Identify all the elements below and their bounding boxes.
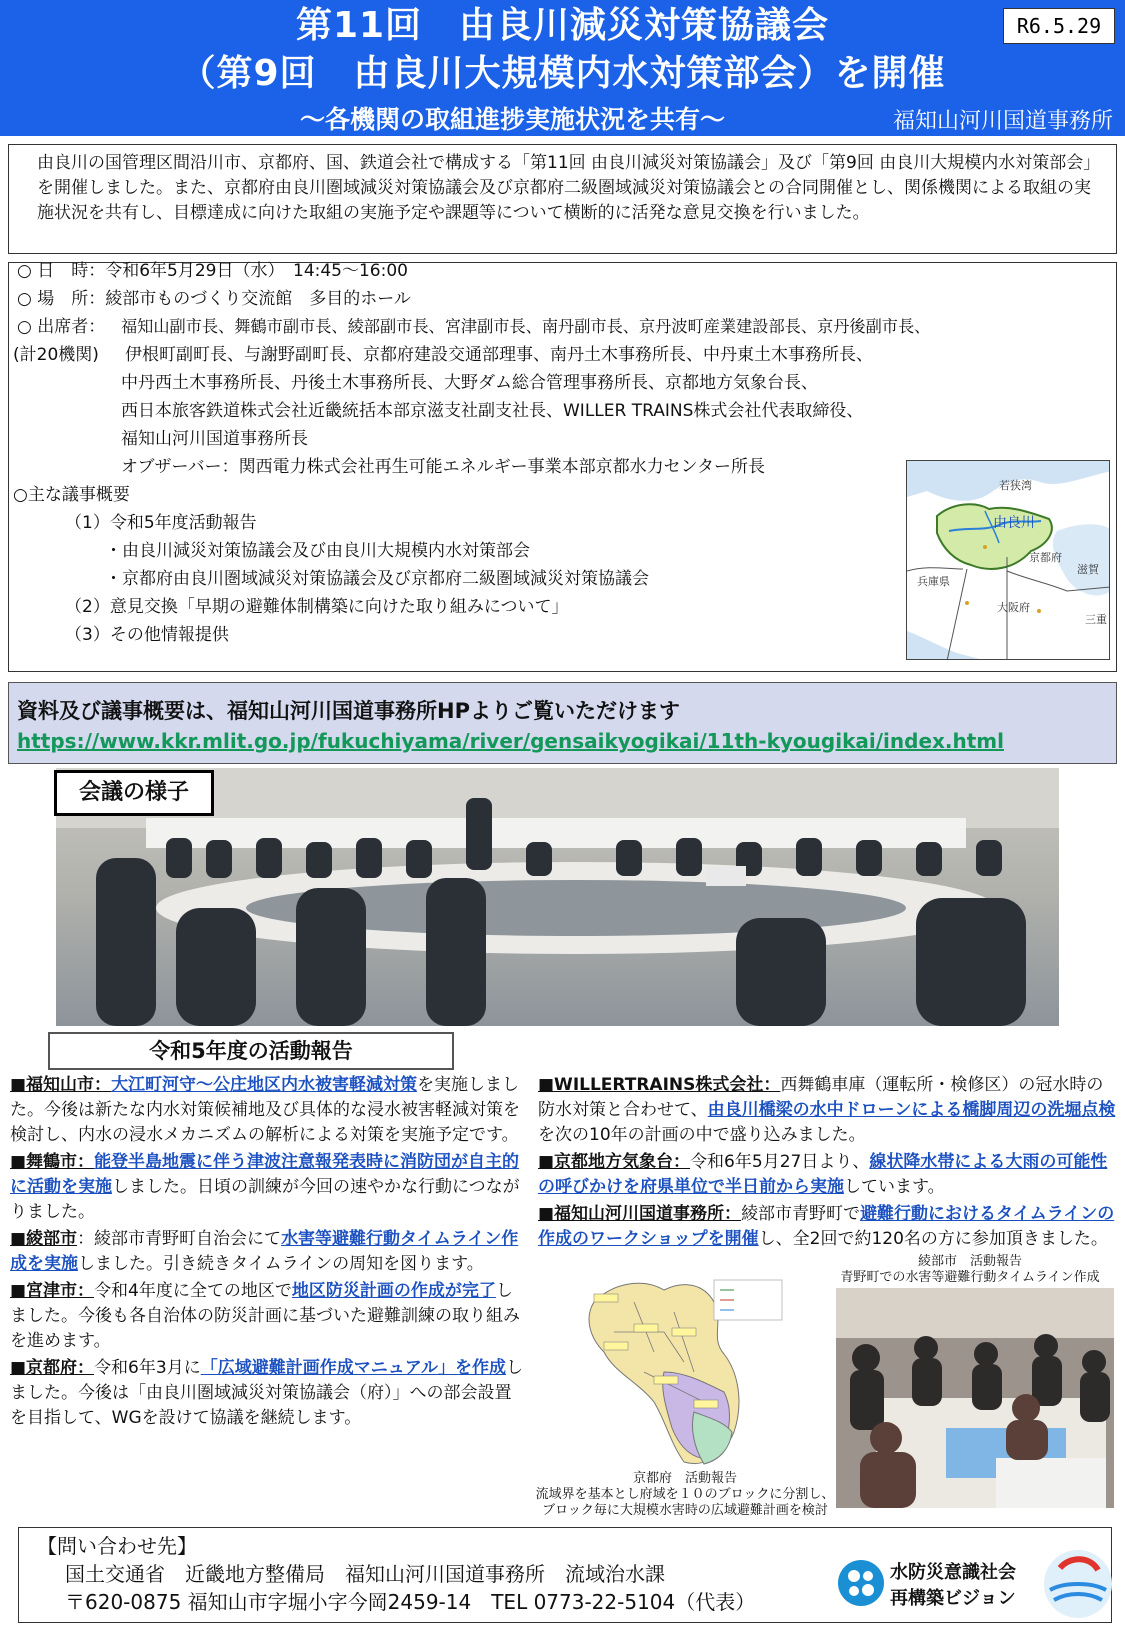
map-label-wakasa: 若狭湾 [999, 479, 1032, 492]
report-text: を次の10年の計画の中で盛り込みました。 [538, 1125, 866, 1145]
attendees-line4: 西日本旅客鉄道株式会社近畿統括本部京滋支社副支社長、WILLER TRAINS株式会社代表取締役、 [121, 401, 864, 421]
report-org: ■京都地方気象台： [538, 1152, 691, 1172]
kyoto-block-map [574, 1272, 790, 1470]
report-text: し、全2回で約120名の方に参加頂きました。 [758, 1229, 1108, 1249]
report-org: ■宮津市： [10, 1281, 95, 1301]
report-highlight: 線状降水帯による大雨の可能性の呼びかけを府県単位で半日前から実施 [538, 1152, 1108, 1197]
report-highlight: 地区防災計画の作成が完了 [291, 1281, 496, 1301]
hp-url-link[interactable]: https://www.kkr.mlit.go.jp/fukuchiyama/river/gensaikyogikai/11th-kyougikai/index.html [17, 729, 1005, 753]
intro-text: 由良川の国管理区間沿川市、京都府、国、鉄道会社で構成する「第11回 由良川減災対策協議会」及び「第9回 由良川大規模内水対策部会」を開催しました。また、京都府由良川圏域減災対策協議会及び京都府二級圏域減災対策協議会との合同開催とし、関係機関による取組の実施状況を共有し、目標達成に向けた取組の実施予定や課題等について横断的に活発な意見交換を行いました。 [8, 144, 1117, 254]
page-title-line1: 第11回 由良川減災対策協議会 [295, 5, 830, 46]
block-map-graphic [574, 1272, 790, 1470]
report-pre: 令和4年度に全ての地区で [94, 1281, 292, 1301]
caption-line: 綾部市 活動報告 [917, 1254, 1022, 1269]
attendees-line5: 福知山河川国道事務所長 [121, 429, 308, 449]
workshop-photo-caption [820, 1254, 1120, 1286]
caption-line: ブロック毎に大規模水害時の広域避難計画を検討 [542, 1503, 828, 1518]
attendees-line1: 福知山副市長、舞鶴市副市長、綾部副市長、宮津副市長、南丹副市長、京丹波町産業建設部長、京丹後副市長、 [121, 317, 931, 336]
report-willer [538, 1073, 1118, 1148]
workshop-photo [836, 1288, 1114, 1508]
agenda-item-1b: ・京都府由良川圏域減災対策協議会及び京都府二級圏域減災対策協議会 [105, 569, 649, 589]
report-text: を実施しました。今後は新たな内水対策候補地及び具体的な浸水被害軽減対策を検討し、内水の浸水メカニズムの解析による対策を実施予定です。 [10, 1075, 520, 1145]
circle-emblem-icon [1040, 1546, 1116, 1622]
report-text: しました。今後も各自治体の防災計画に基づいた避難訓練の取り組みを進めます。 [10, 1281, 520, 1351]
agenda-title: ○主な議事概要 [13, 485, 130, 505]
meeting-datetime: ○ 日 時：令和6年5月29日（水） 14:45～16:00 [17, 261, 408, 281]
report-org: ■福知山市： [10, 1075, 112, 1095]
map-label-mie: 三重 [1085, 613, 1107, 626]
contact-label: 【問い合わせ先】 [37, 1534, 197, 1558]
report-pre: 綾部市青野町で [741, 1204, 861, 1224]
map-label-shiga: 滋賀 [1077, 563, 1099, 576]
logo-line1: 水防災意識社会 [890, 1562, 1016, 1583]
report-pre: 令和6年5月27日より、 [690, 1152, 870, 1172]
agenda-item-1: （1）令和5年度活動報告 [65, 513, 257, 533]
report-ayabe [10, 1227, 524, 1277]
map-label-yuragawa: 由良川 [993, 515, 1035, 531]
block-map-caption [520, 1471, 850, 1519]
agenda-item-3: （3）その他情報提供 [65, 625, 229, 645]
report-highlight: 水害等避難行動タイムライン作成を実施 [10, 1229, 519, 1274]
report-highlight: 能登半島地震に伴う津波注意報発表時に消防団が自主的に活動を実施 [10, 1152, 520, 1197]
page-title-line2: （第9回 由良川大規模内水対策部会）を開催 [179, 53, 946, 94]
attendees-label: ○ 出席者： [17, 317, 106, 337]
agenda-item-2: （2）意見交換「早期の避難体制構築に向けた取り組みについて」 [65, 597, 569, 617]
vision-logo-icon [836, 1558, 886, 1608]
workshop-photo-graphic [836, 1288, 1114, 1508]
activity-report-title: 令和5年度の活動報告 [48, 1032, 454, 1070]
report-miyazu [10, 1279, 524, 1354]
caption-line: 京都府 活動報告 [632, 1471, 737, 1486]
report-maizuru [10, 1150, 524, 1225]
contact-line2: 〒620-0875 福知山市字堀小字今岡2459-14 TEL 0773-22-5104（代表） [65, 1590, 756, 1614]
vision-logo [836, 1554, 1026, 1614]
report-pre: ：綾部市青野町自治会にて [77, 1229, 282, 1249]
report-pre: 令和6年3月に [94, 1358, 201, 1378]
reports-right-column [538, 1073, 1118, 1254]
observer-line: オブザーバー：関西電力株式会社再生可能エネルギー事業本部京都水力センター所長 [121, 457, 765, 477]
report-highlight: 避難行動におけるタイムラインの作成のワークショップを開催 [538, 1204, 1115, 1249]
date-badge: R6.5.29 [1003, 8, 1115, 44]
report-text: しました。今後は「由良川圏域減災対策協議会（府）」への部会設置を目指して、WGを設けて協議を継続します。 [10, 1358, 524, 1428]
office-name: 福知山河川国道事務所 [892, 109, 1113, 134]
attendees-line3: 中丹西土木事務所長、丹後土木事務所長、大野ダム総合管理事務所長、京都地方気象台長、 [121, 373, 818, 393]
caption-line: 青野町での水害等避難行動タイムライン作成 [840, 1270, 1100, 1285]
map-graphic [907, 461, 1110, 660]
report-org: ■京都府： [10, 1358, 95, 1378]
caption-line: 流域界を基本とし府域を１０のブロックに分割し、 [535, 1487, 835, 1502]
report-jma [538, 1150, 1118, 1200]
attendees-line2: 伊根町副町長、与謝野副町長、京都府建設交通部理事、南丹土木事務所長、中丹東土木事務所長、 [125, 345, 873, 365]
report-text: しています。 [844, 1177, 945, 1197]
attendees-count: (計20機関) [13, 345, 99, 365]
report-org: ■綾部市 [10, 1229, 78, 1249]
report-org: ■福知山河川国道事務所： [538, 1204, 742, 1224]
map-label-osaka: 大阪府 [997, 601, 1030, 614]
page-subtitle: ～各機関の取組進捗実施状況を共有～ [300, 105, 726, 134]
report-highlight: 大江町河守～公庄地区内水被害軽減対策 [111, 1075, 418, 1095]
yura-river-map [906, 460, 1110, 660]
map-label-kyoto: 京都府 [1029, 551, 1062, 564]
header-banner [0, 0, 1125, 136]
reports-left-column [10, 1073, 524, 1433]
report-kyotofu [10, 1356, 524, 1431]
report-org: ■WILLERTRAINS株式会社： [538, 1075, 781, 1095]
report-highlight: 「広域避難計画作成マニュアル」を作成 [200, 1358, 507, 1378]
report-highlight: 由良川橋梁の水中ドローンによる橋脚周辺の洗堀点検 [707, 1100, 1116, 1120]
report-pre: 西舞鶴車庫（運転所・検修区）の冠水時の防水対策と合わせて、 [538, 1075, 1104, 1120]
report-text: しました。引き続きタイムラインの周知を図ります。 [78, 1254, 484, 1274]
agenda-item-1a: ・由良川減災対策協議会及び由良川大規模内水対策部会 [105, 541, 530, 561]
meeting-venue: ○ 場 所：綾部市ものづくり交流館 多目的ホール [17, 289, 411, 309]
contact-line1: 国土交通省 近畿地方整備局 福知山河川国道事務所 流域治水課 [65, 1562, 665, 1586]
report-org: ■舞鶴市： [10, 1152, 95, 1172]
hp-notice [8, 682, 1117, 764]
report-fukuchiyama [10, 1073, 524, 1148]
logo-line2: 再構築ビジョン [890, 1588, 1016, 1609]
meeting-photo-label: 会議の様子 [54, 770, 214, 816]
report-office [538, 1202, 1118, 1252]
map-label-hyogo: 兵庫県 [917, 575, 950, 588]
report-text: しました。日頃の訓練が今回の速やかな行動につながりました。 [10, 1177, 520, 1222]
hp-notice-text: 資料及び議事概要は、福知山河川国道事務所HPよりご覧いただけます [17, 699, 680, 723]
